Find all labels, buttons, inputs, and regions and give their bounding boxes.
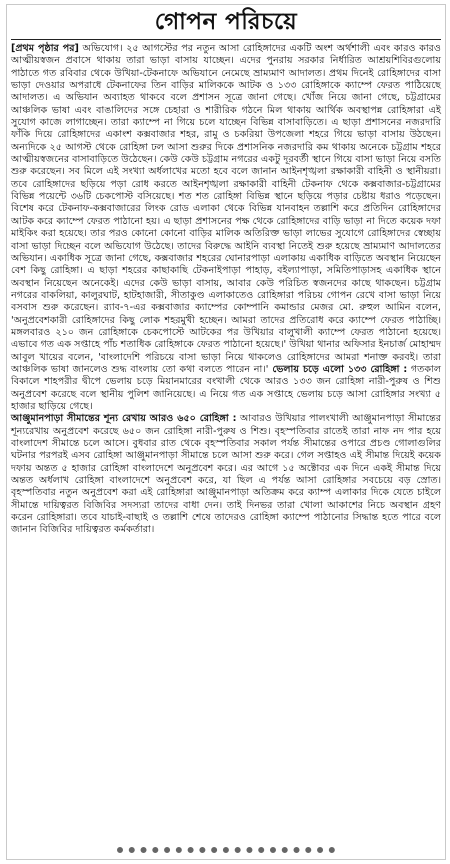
paragraph-1-text: অভিযোগ। ২৫ আগস্টের পর নতুন আসা রোহিঙ্গাদের একটি অংশ অর্থশালী এবং কারও কারও আত্মীয়স্বজন প্রবাসে থাকায় তারা ভাড়া বাসায় যাচ্ছেন। এদের পুনরায় সরকার নির্ধারিত আশ্রয়শিবিরগুলোয় পাঠাতে গত রবিবার থেকে উখিয়া-টেকনাফে অভিযানে নেমেছে ভ্রাম্যমাণ আদালত। প্রথম দিনেই রোহিঙ্গাদের বাসা ভাড়া দেওয়ার অপরাধে টেকনাফের তিন বাড়ির মালিককে আটক ও ১৩৩ রোহিঙ্গাকে ক্যাম্পে ফেরত পাঠিয়েছে আদালত। এ অভিযান অব্যাহত থাকবে বলে প্রশাসন সূত্রে জানা গেছে। খোঁজ নিয়ে জানা গেছে, চট্টগ্রামের আঞ্চলিক ভাষা এবং বাঙালিদের সঙ্গে চেহারা ও শারীরিক গঠনে মিল থাকায় আর্থিক অবস্থাপন্ন রোহিঙ্গারা এই সুযোগ কাজে লাগাচ্ছেন। তারা ক্যাম্পে না গিয়ে চলে যাচ্ছেন বিভিন্ন বাসাবাড়িতে। এ ছাড়া প্রশাসনের নজরদারি ফাঁকি দিয়ে রোহিঙ্গাদের একাংশ কক্সবাজার শহর, রামু ও চকরিয়া উপজেলা শহরে গিয়ে ভাড়া বাসায় উঠছেন। অন্যদিকে ২৫ আগস্ট থেকে রোহিঙ্গা ঢল আসা শুরুর দিকে প্রশাসনিক নজরদারি কম থাকায় অনেকে চট্টগ্রাম শহরে আত্মীয়স্বজনের বাসাবাড়িতে উঠেছেন। কেউ কেউ চট্টগ্রাম নগরের একটু দূরবর্তী স্থানে গিয়ে বাসা ভাড়া নিয়ে বসতি শুরু করেছেন। সব মিলে এই সংখ্যা অর্ধলাখের মতো হবে বলে জানান আইনশৃঙ্খলা রক্ষাকারী বাহিনী ও স্থানীয়রা। তবে রোহিঙ্গাদের ছড়িয়ে পড়া রোধ করতে আইনশৃঙ্খলা রক্ষাকারী বাহিনী টেকনাফ থেকে কক্সবাজার-চট্টগ্রামের বিভিন্ন পয়েন্টে ৩৬টি চেকপোস্ট বসিয়েছে। শত শত রোহিঙ্গা বিভিন্ন স্থানে ছড়িয়ে পড়ার চেষ্টায় ধরাও পড়েছেন। বিশেষ করে টেকনাফ-কক্সবাজারের লিংক রোড এলাকা থেকে বিভিন্ন যানবাহন তল্লাশি করে প্রতিদিন রোহিঙ্গাদের আটক করে ক্যাম্পে ফেরত পাঠানো হয়। এ ছাড়া প্রশাসনের পক্ষ থেকে রোহিঙ্গাদের বাড়ি ভাড়া না দিতে কয়েক দফা মাইকিং করা হয়েছে। তার পরও কোনো কোনো বাড়ির মালিক অতিরিক্ত ভাড়া লাভের সুযোগে রোহিঙ্গাদের স্বেচ্ছায় বাসা ভাড়া দিচ্ছেন বলে অভিযোগ উঠেছে। তাদের বিরুদ্ধে আইনি ব্যবস্থা নিতেই শুরু হয়েছে ভ্রাম্যমাণ আদালতের অভিযান। একাধিক সূত্রে জানা গেছে, কক্সবাজার শহরের ঘোনারপাড়া এলাকায় একাধিক বাড়িতে অবস্থান নিয়েছেন বেশ কিছু রোহিঙ্গা। এ ছাড়া শহরের কাছাকাছি টেকনাইপাড়া পাহাড়, বইল্যাপাড়া, সমিতিপাড়াসহ একাধিক স্থানে অবস্থান নিয়েছেন অনেকেই। এদের কেউ ভাড়া বাসায়, আবার কেউ পরিচিত স্বজনদের কাছে থাকছেন। চট্টগ্রাম নগরের বাকলিয়া, কালুরঘাট, হাটহাজারী, সীতাকুণ্ড এলাকাতেও রোহিঙ্গারা পরিচয় গোপন রেখে বাসা ভাড়া নিয়ে বসবাস শুরু করেছেন। র‌্যাব-৭-এর কক্সবাজার ক্যাম্পের কোম্পানি কমান্ডার মেজর মো. রুহুল আমিন বলেন, 'অনুপ্রবেশকারী রোহিঙ্গাদের কিছু লোক শহরমুখী হচ্ছেন। আমরা তাদের প্রতিরোধ করে ক্যাম্পে ফেরত পাঠাচ্ছি। মঙ্গলবারও ২১০ জন রোহিঙ্গাকে চেকপোস্টে আটকের পর উখিয়ার বালুখালী ক্যাম্পে ফেরত পাঠানো হয়েছে। এভাবে গত এক সপ্তাহে পাঁচ শতাধিক রোহিঙ্গাকে ফেরত পাঠানো হয়েছে।' উখিয়া থানার অফিসার ইনচার্জ মোহাম্মদ আবুল খায়ের বলেন, 'বাংলাদেশি পরিচয়ে বাসা ভাড়া নিয়ে থাকলেও রোহিঙ্গাদের আমরা শনাক্ত করবই। তারা আঞ্চলিক ভাষা জানলেও শুদ্ধ বাংলায় তো কথা বলতে পারেন না।' — [11, 43, 441, 375]
paragraph-2-text: গতকাল বিকালে শাহপরীর দ্বীপে ভেলায় চড়ে মিয়ানমারের বংখালী থেকে আরও ১৩৩ জন রোহিঙ্গা নারী-পুরুষ ও শিশু অনুপ্রবেশ করেছে বলে স্থানীয় পুলিশ জানিয়েছে। এ নিয়ে গত এক সপ্তাহে ভেলায় চড়ে আসা রোহিঙ্গার সংখ্যা ৫ হাজার ছাড়িয়ে গেছে। — [11, 363, 441, 412]
paragraph-3 — [11, 413, 441, 536]
newspaper-clipping — [6, 4, 446, 860]
paragraph-1 — [11, 43, 441, 413]
article-headline: গোপন পরিচয়ে — [154, 9, 298, 35]
paragraph-3-text: আবারও উখিয়ার পালংখালী আঞ্জুমানপাড়া সীমান্তের শূন্যরেখায় অনুপ্রবেশ করেছে ৬৫০ জন রোহিঙ্গা নারী-পুরুষ ও শিশু। বৃহস্পতিবার রাতেই তারা নাফ নদ পার হয়ে বাংলাদেশ সীমান্তে চলে আসে। বুধবার রাত থেকে বৃহস্পতিবার সকাল পর্যন্ত সীমান্তের ওপারে প্রচণ্ড গোলাগুলির ঘটনার পরপরই এসব রোহিঙ্গা আঞ্জুমানপাড়া সীমান্তে চলে আসা শুরু করে। গেল সপ্তাহও এই সীমান্ত দিয়েই কয়েক দফায় অন্তত ৫ হাজার রোহিঙ্গা বাংলাদেশে অনুপ্রবেশ করে। এর আগে ১৫ অক্টোবর এক দিনে একই সীমান্ত দিয়ে অন্তত অর্ধলাখ রোহিঙ্গা বাংলাদেশে অনুপ্রবেশ করে, যা ছিল এ পর্যন্ত আসা রোহিঙ্গার সবচেয়ে বড় স্রোত। বৃহস্পতিবার নতুন অনুপ্রবেশ করা এই রোহিঙ্গারা আঞ্জুমানপাড়া অতিক্রম করে ক্যাম্প এলাকার দিকে যেতে চাইলে সীমান্তে দায়িত্বরত বিজিবির সদস্যরা তাদের বাধা দেন। তাই দিনভর তারা খোলা আকাশের নিচে অবস্থান গ্রহণ করেন রোহিঙ্গারা। তবে যাচাই-বাছাই ও তল্লাশি শেষে তাদেরও রোহিঙ্গা ক্যাম্পে পাঠানোর সিদ্ধান্ত হতে পারে বলে জানান বিজিবির দায়িত্বরত কর্মকর্তারা। — [11, 413, 441, 536]
article-body — [7, 43, 445, 537]
headline-rule — [11, 39, 441, 40]
subheading-anjumanpara: আঞ্জুমানপাড়া সীমান্তের শূন্য রেখায় আরও ৬৫০ রোহিঙ্গা : — [11, 413, 237, 425]
continuation-marker: [প্রথম পৃষ্ঠার পর] — [11, 43, 79, 54]
cut-off-text-fragment — [117, 847, 335, 860]
subheading-raft: ভেলায় চড়ে এলো ১৩৩ রোহিঙ্গা : — [268, 363, 408, 375]
